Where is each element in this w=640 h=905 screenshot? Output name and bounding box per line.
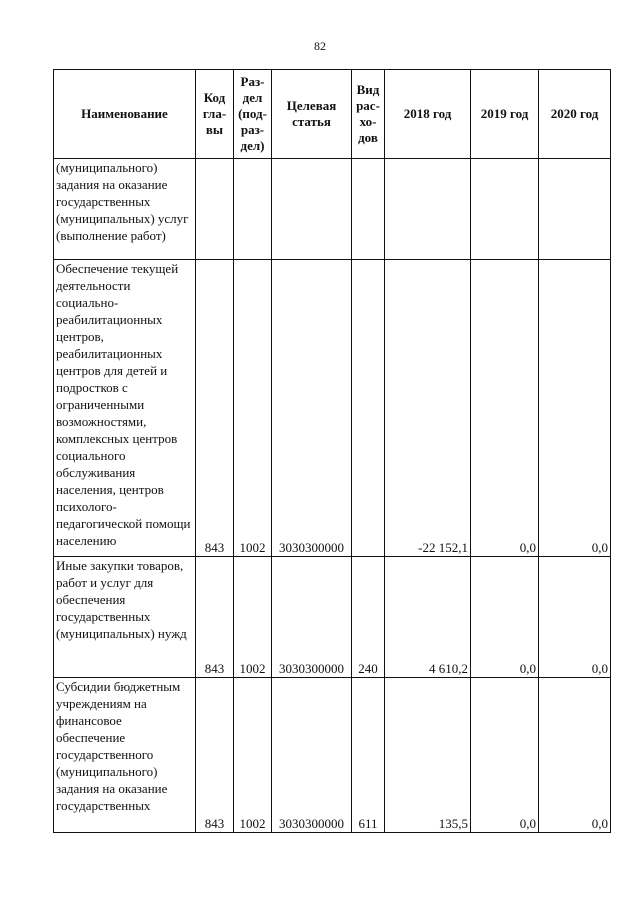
header-2018: 2018 год — [385, 70, 471, 159]
header-code-glava: Код гла-вы — [196, 70, 234, 159]
header-vid: Вид рас-хо-дов — [352, 70, 385, 159]
cell-2019: 0,0 — [471, 260, 539, 557]
cell-2020 — [539, 159, 611, 260]
cell-name: Субсидии бюджетным учреждениям на финансовое обеспечение государственного (муниципального) задания на оказание государственных — [54, 678, 196, 833]
cell-vid: 611 — [352, 678, 385, 833]
cell-2019 — [471, 159, 539, 260]
cell-vid — [352, 260, 385, 557]
cell-target: 3030300000 — [272, 557, 352, 678]
header-target: Целевая статья — [272, 70, 352, 159]
cell-2018: 4 610,2 — [385, 557, 471, 678]
header-2019: 2019 год — [471, 70, 539, 159]
cell-vid — [352, 159, 385, 260]
cell-name: (муниципального) задания на оказание государственных (муниципальных) услуг (выполнение работ) — [54, 159, 196, 260]
header-2020: 2020 год — [539, 70, 611, 159]
cell-2019: 0,0 — [471, 557, 539, 678]
cell-razdel: 1002 — [234, 678, 272, 833]
cell-2019: 0,0 — [471, 678, 539, 833]
cell-2018: 135,5 — [385, 678, 471, 833]
cell-vid: 240 — [352, 557, 385, 678]
cell-2018 — [385, 159, 471, 260]
cell-name: Обеспечение текущей деятельности социально-реабилитационных центров, реабилитационных центров для детей и подростков с ограниченными возможностями, комплексных центров социального обслуживания населения, центров психолого-педагогической помощи населению — [54, 260, 196, 557]
table-row — [54, 260, 611, 557]
header-razdel: Раз-дел (под-раз-дел) — [234, 70, 272, 159]
table-row — [54, 557, 611, 678]
cell-razdel: 1002 — [234, 260, 272, 557]
cell-2020: 0,0 — [539, 260, 611, 557]
budget-table — [53, 69, 611, 833]
cell-target — [272, 159, 352, 260]
cell-name: Иные закупки товаров, работ и услуг для обеспечения государственных (муниципальных) нужд — [54, 557, 196, 678]
cell-target: 3030300000 — [272, 678, 352, 833]
cell-code: 843 — [196, 678, 234, 833]
table-header-row — [54, 70, 611, 159]
table-row — [54, 678, 611, 833]
cell-razdel — [234, 159, 272, 260]
cell-2018: -22 152,1 — [385, 260, 471, 557]
cell-2020: 0,0 — [539, 678, 611, 833]
cell-code: 843 — [196, 557, 234, 678]
table-row — [54, 159, 611, 260]
cell-target: 3030300000 — [272, 260, 352, 557]
cell-code: 843 — [196, 260, 234, 557]
cell-razdel: 1002 — [234, 557, 272, 678]
cell-2020: 0,0 — [539, 557, 611, 678]
cell-code — [196, 159, 234, 260]
page-number: 82 — [314, 39, 326, 53]
header-name: Наименование — [54, 70, 196, 159]
